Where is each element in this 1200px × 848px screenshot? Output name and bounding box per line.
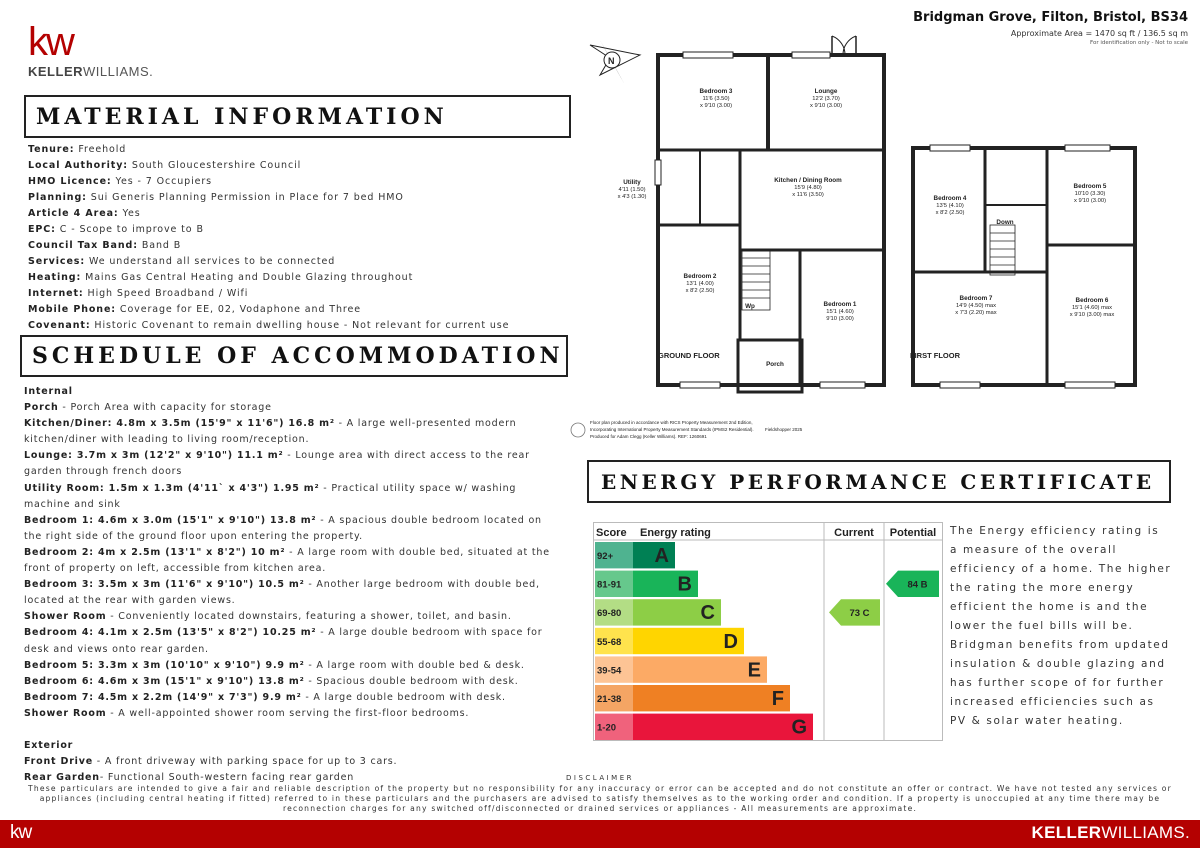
epc-score-label: 39-54 [597, 665, 622, 677]
material-item: Services: We understand all services to be connected [28, 256, 336, 267]
schedule-heading: SCHEDULE OF ACCOMMODATION [20, 335, 568, 377]
epc-current-arrow-label: 73 C [849, 608, 870, 620]
ground-stairs [742, 250, 770, 310]
ground-floor-plan [658, 55, 884, 392]
epc-description: The Energy efficiency rating is a measure of the overall efficiency of a home. The higher the rating the more energy efficient the home is and the lower the fuel bills will be. Bridgman benefits from updated insulation & double glazing and has further scope of for further increased efficiencies such as PV & solar water heating. [950, 525, 1172, 727]
schedule-item: Bedroom 4: 4.1m x 2.5m (13'5" x 8'2") 10.25 m² - A large double bedroom with space for desk and views onto rear garden. [24, 627, 543, 655]
room-label-bed4: Bedroom 4 [933, 195, 967, 202]
schedule-item: Shower Room - A well-appointed shower room serving the first-floor bedrooms. [24, 707, 470, 719]
room-label-bed1: 9'10 (3.00) [826, 316, 854, 322]
compass-icon [590, 40, 640, 85]
room-label-bed2: Bedroom 2 [683, 273, 717, 280]
epc-band-letter: C [700, 602, 715, 625]
room-label-bed3: x 9'10 (3.00) [699, 103, 733, 109]
room-label-bed3: 11'6 (3.50) [702, 96, 730, 102]
epc-band-letter: B [677, 573, 692, 596]
room-label-bed5: x 9'10 (3.00) [1073, 198, 1107, 204]
schedule-item: Front Drive - A front driveway with parking space for up to 3 cars. [24, 756, 398, 768]
floorplan-drawing [570, 30, 1190, 450]
material-item: Local Authority: South Gloucestershire Council [28, 160, 302, 171]
schedule-item: Shower Room - Conveniently located downstairs, featuring a shower, toilet, and basin. [24, 611, 512, 623]
room-label-bed3: Bedroom 3 [699, 88, 733, 95]
room-label-utility: Utility [623, 179, 641, 186]
schedule-item: Rear Garden- Functional South-western facing rear garden [24, 772, 355, 784]
room-label-kitchen: 15'9 (4.80) [794, 185, 822, 191]
footer-wordmark: KELLERWILLIAMS. [1031, 823, 1190, 842]
kw-logo-mark: kw [28, 20, 73, 64]
room-label-wip: Wp [745, 303, 755, 310]
schedule-item: Lounge: 3.7m x 3m (12'2" x 9'10") 11.1 m² - Lounge area with direct access to the rear garden through french doors [24, 450, 530, 478]
epc-heading: ENERGY PERFORMANCE CERTIFICATE [587, 460, 1171, 503]
schedule-item: Kitchen/Diner: 4.8m x 3.5m (15'9" x 11'6") 16.8 m² - A large well-presented modern kitchen/diner with leading to living room/reception. [24, 418, 517, 446]
disclaimer-text: These particulars are intended to give a fair and reliable description of the property but no responsibility for any inaccuracy or error can be accepted and do not constitute an offer or contract. We have not tested any services or appliances (including central heating if fitted) referred to in these particulars and the purchasers are advised to satisfy themselves as to the working order and condition. If a property is unoccupied at any time there may be reconnection charges for any switched off/disconnected or drained services or appliances - All measurements are approximate. [28, 784, 1172, 813]
schedule-item: Bedroom 5: 3.3m x 3m (10'10" x 9'10") 9.9 m² - A large room with double bed & desk. [24, 659, 525, 671]
room-label-porch: Porch [766, 361, 784, 368]
epc-chart [593, 522, 943, 741]
epc-header-score: Score [596, 527, 627, 539]
identification-note: For identification only - Not to scale [1090, 40, 1188, 46]
schedule-of-accommodation [24, 384, 554, 786]
epc-band-letter: A [654, 545, 669, 567]
epc-band-letter: D [723, 630, 738, 653]
room-label-bed5: Bedroom 5 [1073, 183, 1107, 190]
epc-potential-arrow-label: 84 B [907, 579, 928, 591]
epc-score-label: 92+ [597, 551, 614, 562]
epc-band-letter: G [791, 716, 807, 739]
room-label-bed7: x 7'3 (2.20) max [955, 310, 997, 316]
footer-bar [0, 820, 1200, 848]
approximate-area: Approximate Area = 1470 sq ft / 136.5 sq m [1010, 29, 1188, 38]
floorplan-room-labels [618, 88, 1115, 368]
room-label-bed4: x 8'2 (2.50) [935, 210, 965, 216]
material-item: Covenant: Historic Covenant to remain dwelling house - Not relevant for current use [28, 320, 510, 331]
material-item: Tenure: Freehold [28, 144, 127, 155]
room-label-bed5: 10'10 (3.30) [1074, 191, 1106, 197]
room-label-bed1: 15'1 (4.60) [826, 309, 854, 315]
schedule-item: Bedroom 7: 4.5m x 2.2m (14'9" x 7'3") 9.9 m² - A large double bedroom with desk. [24, 691, 506, 703]
property-address: Bridgman Grove, Filton, Bristol, BS34 [913, 10, 1188, 25]
room-label-bed7: 14'9 (4.50) max [955, 303, 997, 309]
room-label-bed1: Bedroom 1 [823, 301, 857, 308]
footer-kw-logo: kw [10, 822, 32, 843]
room-label-bed6: x 9'10 (3.00) max [1069, 312, 1115, 318]
epc-header-current: Current [834, 527, 874, 539]
room-label-bed2: 13'1 (4.00) [686, 281, 714, 287]
epc-score-label: 21-38 [597, 694, 622, 705]
room-label-bed6: Bedroom 6 [1075, 297, 1109, 304]
first-stairs [990, 225, 1015, 275]
epc-band-letter: F [771, 688, 784, 710]
epc-score-label: 69-80 [597, 608, 622, 620]
rics-logo-icon [571, 423, 585, 437]
internal-heading: Internal [24, 386, 73, 397]
disclaimer-heading: DISCLAIMER [565, 774, 635, 782]
room-label-bed6: 15'1 (4.60) max [1071, 305, 1113, 311]
schedule-item: Bedroom 6: 4.6m x 3m (15'1" x 9'10") 13.8 m² - Spacious double bedroom with desk. [24, 675, 519, 687]
rics-note-3: Produced for Adam Clegg (Keller Williams). REF: 1260691 [590, 434, 707, 439]
epc-score-label: 1-20 [597, 722, 617, 734]
epc-header-rating: Energy rating [640, 527, 711, 539]
ground-floor-label: GROUND FLOOR [658, 351, 720, 360]
material-information-heading: MATERIAL INFORMATION [24, 95, 571, 138]
material-item: Council Tax Band: Band B [28, 240, 182, 251]
epc-band-bar-F [633, 685, 790, 711]
material-item: HMO Licence: Yes - 7 Occupiers [28, 176, 213, 187]
material-information-list [28, 142, 568, 334]
rics-note-2: Incorporating International Property Measurement Standards (IPMS2 Residential). [590, 427, 754, 432]
room-label-kitchen: x 11'6 (3.50) [792, 192, 824, 198]
first-floor-label: FIRST FLOOR [910, 351, 960, 360]
material-item: EPC: C - Scope to improve to B [28, 224, 204, 235]
epc-band-letter: E [747, 659, 761, 682]
room-label-bed4: 13'5 (4.10) [936, 203, 964, 209]
schedule-item: Bedroom 1: 4.6m x 3.0m (15'1" x 9'10") 13.8 m² - A spacious double bedroom located on the right side of the ground floor upon entering the property. [24, 514, 542, 542]
rics-note-1: Floor plan produced in accordance with RICS Property Measurement 2nd Edition, [590, 420, 753, 425]
room-label-lounge: Lounge [814, 88, 838, 95]
internal-list [24, 400, 554, 722]
room-label-lounge: 12'2 (3.70) [812, 96, 840, 102]
schedule-item: Bedroom 3: 3.5m x 3m (11'6" x 9'10") 10.5 m² - Another large bedroom with double bed, located at the rear with garden views. [24, 579, 540, 607]
epc-score-label: 81-91 [597, 579, 622, 591]
material-item: Internet: High Speed Broadband / Wifi [28, 288, 249, 299]
material-item: Mobile Phone: Coverage for EE, 02, Vodaphone and Three [28, 304, 362, 315]
rics-note-right: Fieldshopper 2025 [765, 427, 803, 432]
room-label-bed2: x 8'2 (2.50) [685, 288, 715, 294]
logo-wordmark: KELLERWILLIAMS. [28, 64, 154, 79]
room-label-utility: x 4'3 (1.30) [617, 194, 647, 200]
material-item: Article 4 Area: Yes [28, 208, 141, 219]
epc-header-potential: Potential [889, 527, 937, 539]
material-item: Planning: Sui Generis Planning Permission in Place for 7 bed HMO [28, 192, 404, 203]
keller-williams-logo [28, 22, 168, 82]
room-label-down: Down [996, 219, 1014, 226]
room-label-lounge: x 9'10 (3.00) [809, 103, 843, 109]
compass-n-label: N [608, 56, 615, 66]
room-label-bed7: Bedroom 7 [959, 295, 993, 302]
epc-band-bar-G [633, 714, 813, 740]
exterior-heading: Exterior [24, 739, 74, 751]
room-label-utility: 4'11 (1.50) [618, 187, 646, 193]
schedule-item: Porch - Porch Area with capacity for storage [24, 402, 272, 414]
room-label-kitchen: Kitchen / Dining Room [774, 177, 842, 184]
schedule-item: Bedroom 2: 4m x 2.5m (13'1" x 8'2") 10 m² - A large room with double bed, situated at the front of property on left, accessible from kitchen area. [24, 546, 550, 575]
schedule-item: Utility Room: 1.5m x 1.3m (4'11` x 4'3") 1.95 m² - Practical utility space w/ washing machine and sink [24, 482, 517, 510]
epc-score-label: 55-68 [597, 636, 622, 648]
material-item: Heating: Mains Gas Central Heating and Double Glazing throughout [28, 272, 414, 283]
